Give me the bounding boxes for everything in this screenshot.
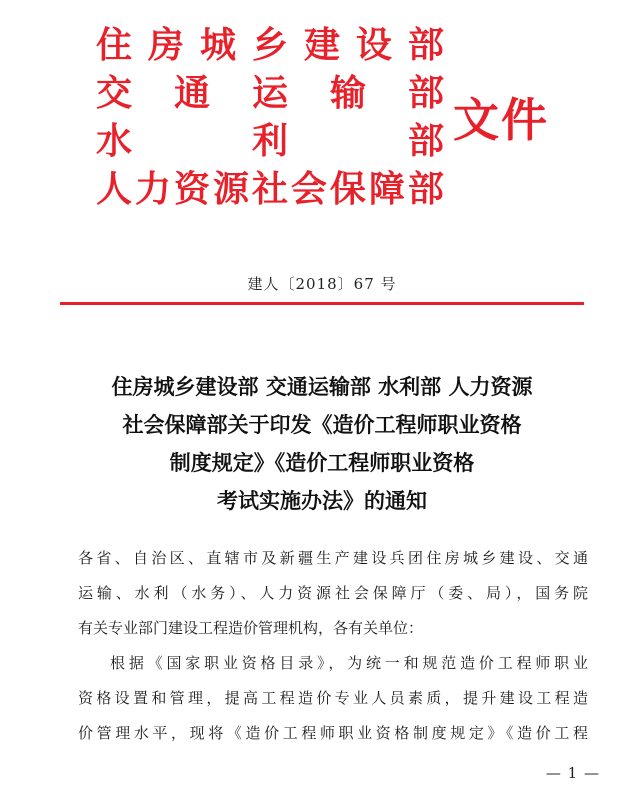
body-line: 价管理水平，现将《造价工程师职业资格制度规定》《造价工程 [78, 724, 588, 742]
issuing-agencies [96, 22, 444, 214]
body-line: 各省、自治区、直辖市及新疆生产建设兵团住房城乡建设、交通 [78, 549, 588, 567]
issuer-char: 水 [96, 121, 133, 162]
document-number: 建人〔2018〕67 号 [247, 275, 397, 293]
title-line: 考试实施办法》的通知 [217, 489, 427, 513]
issuer-char: 部 [407, 25, 444, 66]
issuer-char: 部 [407, 73, 444, 114]
red-divider-line [60, 302, 584, 305]
issuer-char: 部 [407, 169, 444, 210]
issuer-row-mohrss [96, 166, 444, 214]
body-line: 资格设置和管理，提高工程造价专业人员素质，提升建设工程造 [78, 689, 588, 707]
issuer-char: 会 [290, 169, 327, 210]
issuer-char: 障 [368, 169, 405, 210]
issuer-char: 社 [251, 169, 288, 210]
issuer-row-mohurd [96, 22, 444, 70]
issuer-char: 保 [329, 169, 366, 210]
title-line: 制度规定》《造价工程师职业资格 [169, 451, 475, 475]
issuer-char: 运 [251, 73, 288, 114]
page-number: — 1 — [545, 764, 600, 782]
issuer-char: 利 [251, 121, 288, 162]
issuer-char: 通 [173, 73, 210, 114]
issuer-char: 乡 [251, 25, 288, 66]
issuer-char: 资 [173, 169, 210, 210]
issuer-char: 建 [303, 25, 340, 66]
body-line: 根据《国家职业资格目录》，为统一和规范造价工程师职业 [110, 654, 588, 672]
issuer-char: 住 [96, 25, 133, 66]
issuer-char: 人 [96, 169, 133, 210]
title-line: 住房城乡建设部 交通运输部 水利部 人力资源 [111, 375, 533, 399]
issuer-row-mot [96, 70, 444, 118]
notice-body [78, 541, 588, 751]
issuer-char: 力 [134, 169, 171, 210]
body-line: 有关专业部门建设工程造价管理机构，各有关单位： [78, 619, 424, 637]
issuer-char: 交 [96, 73, 133, 114]
issuer-char: 输 [329, 73, 366, 114]
issuer-char: 源 [212, 169, 249, 210]
issuer-row-mwr [96, 118, 444, 166]
document-type-label: 文件 [453, 93, 549, 147]
notice-title [40, 368, 604, 520]
issuer-char: 设 [355, 25, 392, 66]
body-line: 运输、水利（水务）、人力资源社会保障厅（委、局），国务院 [78, 584, 588, 602]
issuer-char: 城 [199, 25, 236, 66]
title-line: 社会保障部关于印发《造价工程师职业资格 [122, 413, 522, 437]
issuer-char: 房 [147, 25, 184, 66]
issuer-char: 部 [407, 121, 444, 162]
